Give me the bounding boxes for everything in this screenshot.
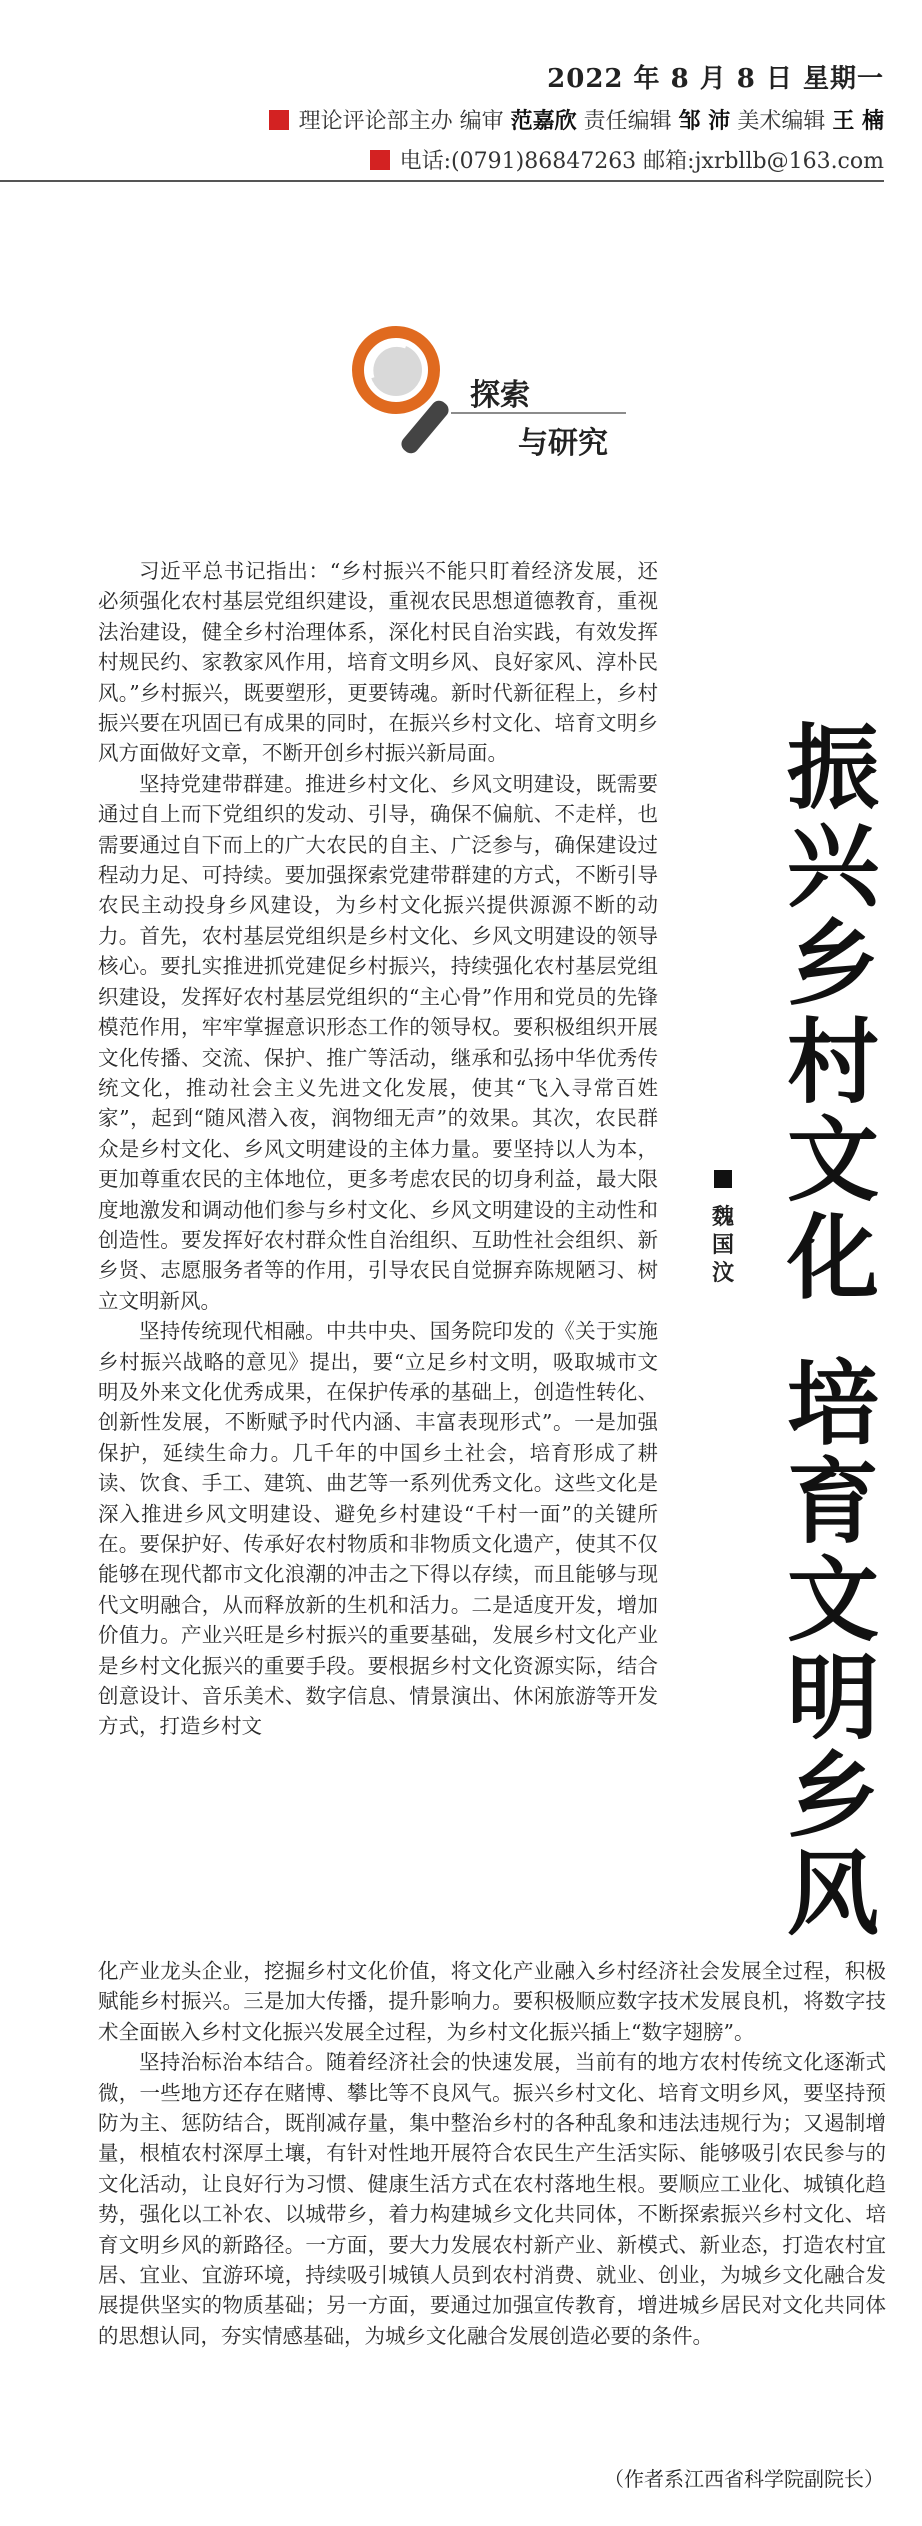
- department-label: 理论评论部主办: [298, 109, 453, 134]
- title-char: 振: [786, 715, 879, 822]
- author-marker-icon: [714, 1170, 732, 1188]
- masthead-contact: [370, 144, 884, 175]
- title-char: 乡: [786, 911, 879, 1018]
- article-body-column: [98, 556, 658, 1742]
- resp-editor-label: 责任编辑: [583, 109, 672, 134]
- title-char: 化: [786, 1205, 879, 1312]
- editor-name: 范嘉欣: [510, 108, 577, 134]
- title-char: 培: [786, 1351, 879, 1458]
- paragraph-party-building: 坚持党建带群建。推进乡村文化、乡风文明建设，既需要通过自上而下党组织的发动、引导，确保不偏航、不走样，也需要通过自下而上的广大农民的自主、广泛参与，确保建设过程动力足、可持续。要加强探索党建带群建的方式，不断引导农民主动投身乡风建设，为乡村文化振兴提供源源不断的动力。首先，农村基层党组织是乡村文化、乡风文明建设的领导核心。要扎实推进抓党建促乡村振兴，持续强化农村基层党组织建设，发挥好农村基层党组织的“主心骨”作用和党员的先锋模范作用，牢牢掌握意识形态工作的领导权。要积极组织开展文化传播、交流、保护、推广等活动，继承和弘扬中华优秀传统文化，推动社会主义先进文化发展，使其“飞入寻常百姓家”，起到“随风潜入夜，润物细无声”的效果。其次，农民群众是乡村文化、乡风文明建设的主体力量。要坚持以人为本，更加尊重农民的主体地位，更多考虑农民的切身利益，最大限度地激发和调动他们参与乡村文化、乡风文明建设的主动性和创造性。要发挥好农村群众性自治组织、互助性社会组织、新乡贤、志愿服务者等的作用，引导农民自觉摒弃陈规陋习、树立文明新风。: [98, 771, 658, 1313]
- author-byline: （作者系江西省科学院副院长）: [604, 2467, 884, 2491]
- author-name: 魏国汶: [711, 1205, 734, 1286]
- paragraph-tradition-modern-cont: 化产业龙头企业，挖掘乡村文化价值，将文化产业融入乡村经济社会发展全过程，积极赋能乡村振兴。三是加大传播，提升影响力。要积极顺应数字技术发展良机，将数字技术全面嵌入乡村文化振兴发展全过程，为乡村文化振兴插上“数字翅膀”。: [98, 1959, 886, 2044]
- resp-editor-name: 邹 沛: [678, 108, 731, 134]
- red-square-icon: [370, 150, 390, 170]
- masthead-editors: [269, 104, 884, 135]
- column-logo-line2: 与研究: [518, 426, 608, 461]
- column-logo-line1: 探索: [470, 378, 530, 413]
- red-square-icon: [269, 110, 289, 130]
- article-title: [778, 715, 888, 1948]
- art-editor-name: 王 楠: [832, 108, 884, 134]
- paragraph-governance: 坚持治标治本结合。随着经济社会的快速发展，当前有的地方农村传统文化逐渐式微，一些地方还存在赌博、攀比等不良风气。振兴乡村文化、培育文明乡风，要坚持预防为主、惩防结合，既削减存量，集中整治乡村的各种乱象和违法违规行为；又遏制增量，根植农村深厚土壤，有针对性地开展符合农民生产生活实际、能够吸引农民参与的文化活动，让良好行为习惯、健康生活方式在农村落地生根。要顺应工业化、城镇化趋势，强化以工补农、以城带乡，着力构建城乡文化共同体，不断探索振兴乡村文化、培育文明乡风的新路径。一方面，要大力发展农村新产业、新模式、新业态，打造农村宜居、宜业、宜游环境，持续吸引城镇人员到农村消费、就业、创业，为城乡文化融合发展提供坚实的物质基础；另一方面，要通过加强宣传教育，增进城乡居民对文化共同体的思想认同，夯实情感基础，为城乡文化融合发展创造必要的条件。: [98, 2050, 886, 2348]
- title-char: 村: [786, 1009, 879, 1116]
- article-body-full: [98, 1956, 886, 2351]
- issue-date: 2022 年 8 月 8 日 星期一: [547, 64, 884, 94]
- title-char: 乡: [786, 1743, 879, 1850]
- title-char: 文: [786, 1107, 879, 1214]
- paragraph-tradition-modern: 坚持传统现代相融。中共中央、国务院印发的《关于实施乡村振兴战略的意见》提出，要“立足乡村文明，吸取城市文明及外来文化优秀成果，在保护传承的基础上，创造性转化、创新性发展，不断赋予时代内涵、丰富表现形式”。一是加强保护，延续生命力。几千年的中国乡土社会，培育形成了耕读、饮食、手工、建筑、曲艺等一系列优秀文化。这些文化是深入推进乡风文明建设、避免乡村建设“千村一面”的关键所在。要保护好、传承好农村物质和非物质文化遗产，使其不仅能够在现代都市文化浪潮的冲击之下得以存续，而且能够与现代文明融合，从而释放新的生机和活力。二是适度开发，增加价值力。产业兴旺是乡村振兴的重要基础，发展乡村文化产业是乡村文化振兴的重要手段。要根据乡村文化资源实际，结合创意设计、音乐美术、数字信息、情景演出、休闲旅游等开发方式，打造乡村文: [98, 1319, 658, 1739]
- paragraph-intro: 习近平总书记指出：“乡村振兴不能只盯着经济发展，还必须强化农村基层党组织建设，重视农民思想道德教育，重视法治建设，健全乡村治理体系，深化村民自治实践，有效发挥村规民约、家教家风作用，培育文明乡风、良好家风、淳朴民风。”乡村振兴，既要塑形，更要铸魂。新时代新征程上，乡村振兴要在巩固已有成果的同时，在振兴乡村文化、培育文明乡风方面做好文章，不断开创乡村振兴新局面。: [98, 559, 658, 766]
- title-char: 风: [786, 1841, 879, 1948]
- title-char: 明: [786, 1645, 879, 1752]
- title-gap: [778, 1308, 888, 1356]
- header-divider: [0, 180, 884, 182]
- art-editor-label: 美术编辑: [737, 109, 826, 134]
- title-char: 文: [786, 1547, 879, 1654]
- title-char: 兴: [786, 813, 879, 920]
- title-char: 育: [786, 1449, 879, 1556]
- contact-info: 电话:(0791)86847263 邮箱:jxrbllb@163.com: [399, 149, 884, 174]
- editor-label: 编审: [459, 109, 504, 134]
